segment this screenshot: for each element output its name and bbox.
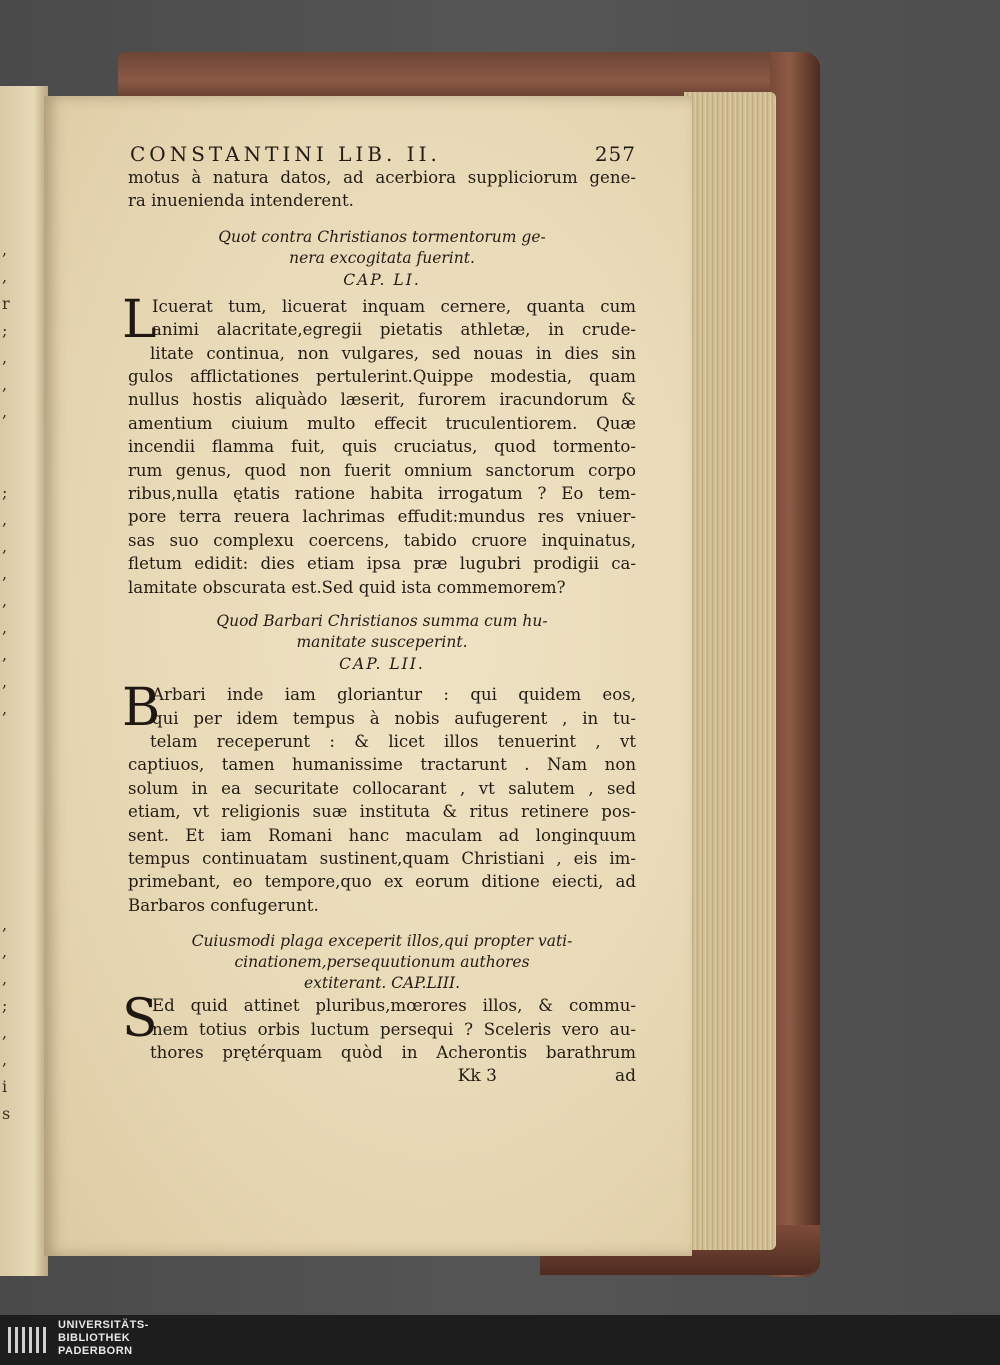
text-line: Icuerat tum, licuerat inquam cernere, quanta cum	[152, 296, 636, 316]
text-line: telam receperunt : & licet illos tenuerint , vt	[150, 731, 636, 751]
library-logo-icon	[6, 1323, 50, 1357]
drop-cap: B	[122, 678, 161, 739]
text-line: lamitate obscurata est.Sed quid ista commemorem?	[128, 577, 566, 597]
library-name-line: UNIVERSITÄTS-	[58, 1319, 149, 1331]
text-line: animi alacritate,egregii pietatis athletæ, in crude-	[152, 320, 636, 340]
chapter-title-line: nera excogitata fuerint.	[289, 248, 475, 267]
page-text	[122, 142, 636, 1087]
text-line: Barbaros confugerunt.	[128, 895, 319, 915]
chapter-51-number: CAP. LI.	[343, 270, 421, 289]
chapter-53-title	[128, 931, 636, 994]
text-line: pore terra reuera lachrimas effudit:mundus res vniuer-	[128, 507, 636, 527]
text-line: etiam, vt religionis suæ instituta & ritus retinere pos-	[128, 802, 636, 822]
text-line: primebant, eo tempore,quo ex eorum ditione eiecti, ad	[128, 872, 636, 892]
text-line: rum genus, quod non fuerit omnium sanctorum corpo	[128, 460, 636, 480]
chapter-title-line: Cuiusmodi plaga exceperit illos,qui propter vati-	[191, 932, 573, 951]
text-line: thores prętérquam quòd in Acherontis barathrum	[150, 1042, 636, 1062]
library-banner	[0, 1315, 1000, 1365]
library-name-line: PADERBORN	[58, 1345, 133, 1357]
chapter-52-text	[122, 678, 636, 917]
chapter-52-title	[128, 611, 636, 653]
chapter-51-title	[128, 227, 636, 269]
drop-cap: L	[122, 289, 157, 350]
chapter-title-line: manitate susceperint.	[296, 633, 468, 652]
facing-page-marks: , , r ; , , , ; , , , , , , , , , , , ; , , i s	[2, 240, 11, 1123]
drop-cap: S	[122, 989, 158, 1050]
text-line: litate continua, non vulgares, sed nouas in dies sin	[150, 343, 636, 363]
chapter-51-text	[122, 289, 636, 599]
text-line: sent. Et iam Romani hanc maculam ad longinquum	[128, 825, 636, 845]
library-name	[58, 1319, 149, 1358]
chapter-52-number: CAP. LII.	[339, 655, 425, 674]
text-line: qui per idem tempus à nobis aufugerent , in tu-	[152, 708, 636, 728]
page-fore-edge	[684, 92, 776, 1250]
text-line: gulos afflictationes pertulerint.Quippe modestia, quam	[128, 367, 636, 387]
chapter-title-line: Quot contra Christianos tormentorum ge-	[218, 227, 546, 246]
library-name-line: BIBLIOTHEK	[58, 1332, 131, 1344]
text-line: ribus,nulla ętatis ratione habita irrogatum ? Eo tem-	[128, 484, 636, 504]
text-line: amentium ciuium multo effecit truculentiorem. Quæ	[128, 413, 636, 433]
chapter-title-line: cinationem,persequutionum authores	[234, 953, 530, 972]
signature-mark: Kk 3	[457, 1066, 497, 1087]
intro-text	[128, 166, 636, 213]
text-line: Ed quid attinet pluribus,mœrores illos, & commu-	[152, 996, 636, 1016]
text-line: ra inuenienda intenderent.	[128, 191, 354, 211]
book-cover-spine	[770, 52, 820, 1277]
facing-page-edge	[0, 86, 48, 1276]
text-line: Arbari inde iam gloriantur : qui quidem eos,	[152, 685, 636, 705]
chapter-53-text	[122, 989, 636, 1064]
catchword: ad	[614, 1066, 636, 1087]
page-number: 257	[594, 142, 636, 166]
text-line: tempus continuatam sustinent,quam Christiani , eis im-	[128, 848, 636, 868]
text-line: solum in ea securitate collocarant , vt salutem , sed	[128, 778, 636, 798]
text-line: nullus hostis aliquàdo læserit, furorem iracundorum &	[128, 390, 636, 410]
text-line: nem totius orbis luctum persequi ? Sceleris vero au-	[152, 1019, 636, 1039]
text-line: fletum edidit: dies etiam ipsa præ lugubri prodigii ca-	[128, 554, 636, 574]
book-page	[44, 96, 692, 1256]
text-line: motus à natura datos, ad acerbiora suppliciorum gene-	[128, 168, 636, 187]
text-line: incendii flamma fuit, quis cruciatus, quod tormento-	[128, 437, 636, 457]
page-footer	[128, 1066, 636, 1086]
chapter-title-line: Quod Barbari Christianos summa cum hu-	[216, 612, 548, 631]
text-line: captiuos, tamen humanissime tractarunt . Nam non	[128, 755, 636, 775]
running-head-title: CONSTANTINI LIB. II.	[130, 142, 441, 166]
text-line: sas suo complexu coercens, tabido cruore inquinatus,	[128, 530, 636, 550]
running-head	[130, 142, 636, 166]
chapter-title-line: extiterant. CAP.LIII.	[303, 974, 461, 993]
